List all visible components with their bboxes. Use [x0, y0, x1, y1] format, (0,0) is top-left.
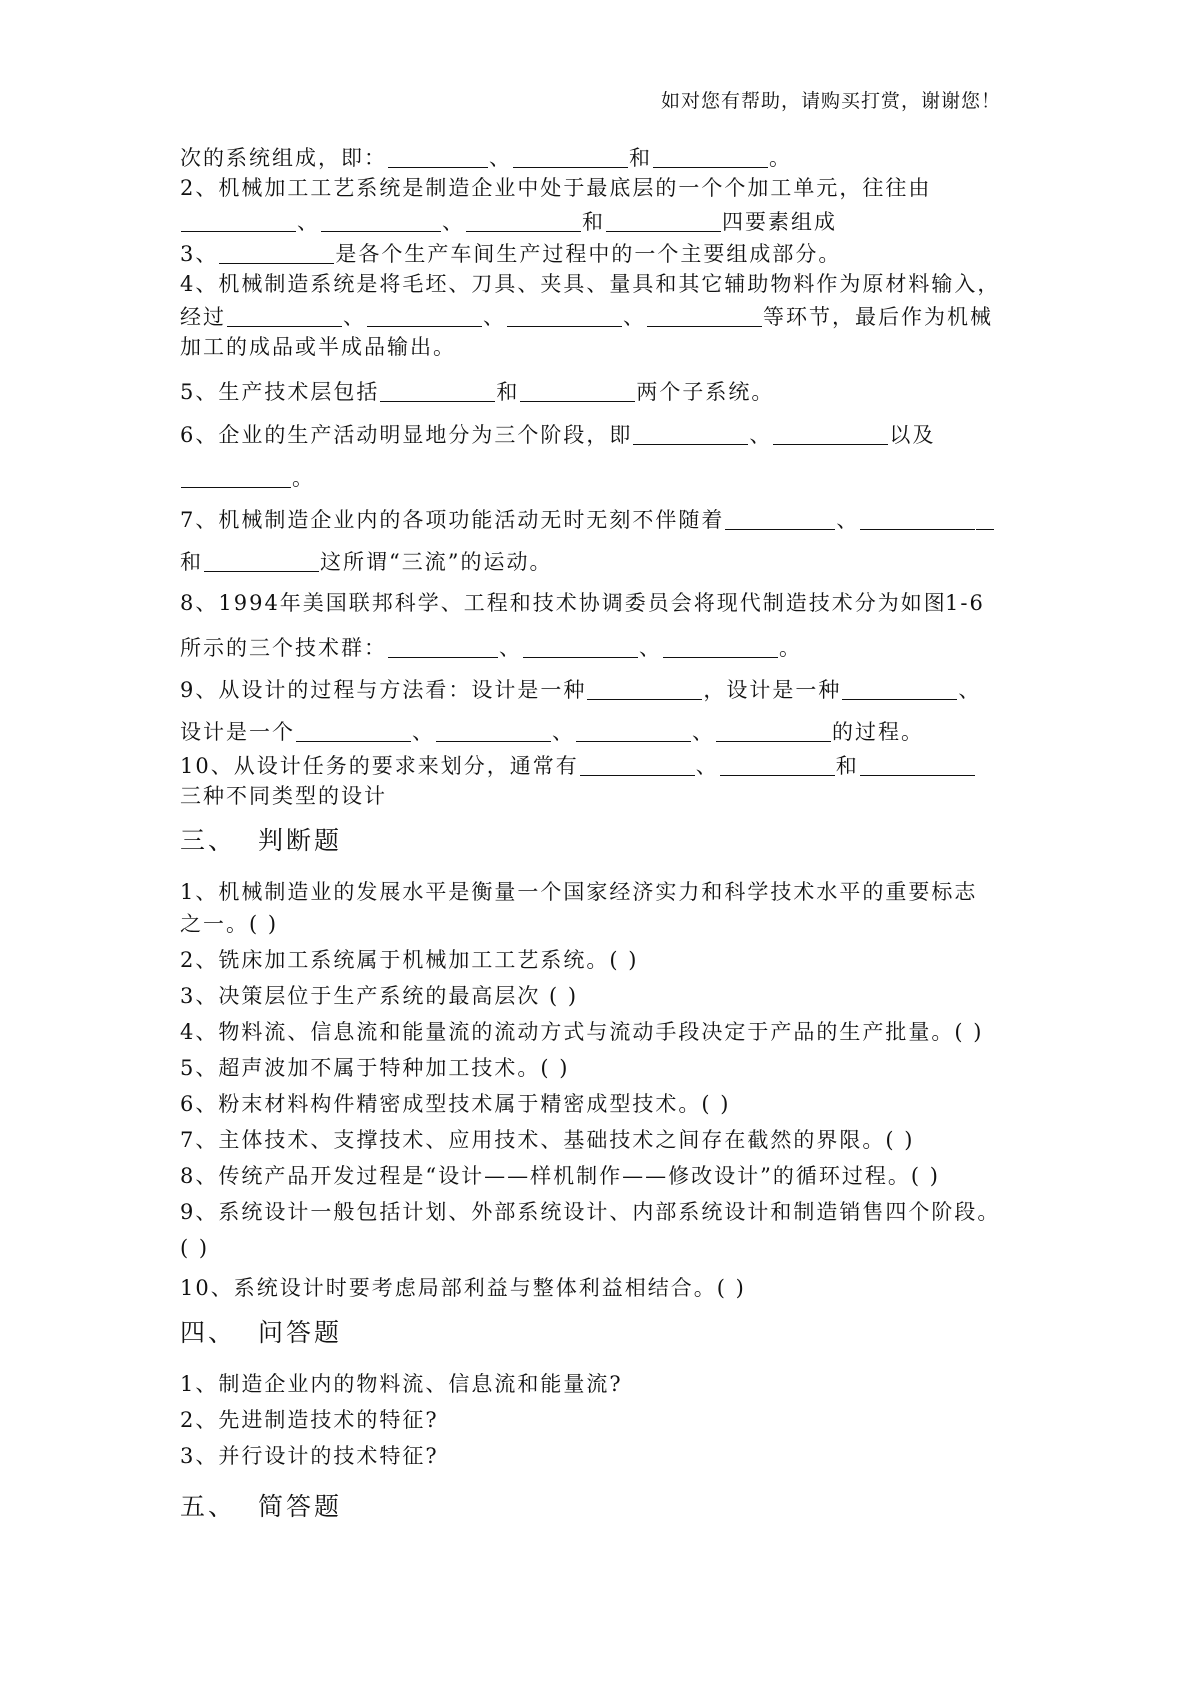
- q2-line1: 2、机械加工工艺系统是制造企业中处于最底层的一个个加工单元，往往由: [180, 176, 932, 200]
- q7-line1: [180, 508, 994, 531]
- section-name: 简答题: [258, 1492, 343, 1521]
- q4-line2: [180, 305, 993, 328]
- blank[interactable]: [523, 636, 638, 658]
- q9-pre2: 设计是一个: [180, 720, 295, 744]
- blank[interactable]: [663, 636, 778, 658]
- sep: 、: [499, 636, 522, 660]
- and: 和: [496, 380, 520, 404]
- sep: 、: [297, 210, 320, 234]
- blank[interactable]: [436, 720, 551, 742]
- end: 。: [292, 466, 315, 490]
- blank[interactable]: [227, 305, 342, 327]
- and: 和: [629, 146, 652, 170]
- blank[interactable]: [296, 720, 411, 742]
- q7-line2: [180, 550, 552, 573]
- judge-item-6: 6、粉末材料构件精密成型技术属于精密成型技术。( ): [180, 1092, 731, 1116]
- judge-item-8: 8、传统产品开发过程是“设计——样机制作——修改设计”的循环过程。( ): [180, 1164, 940, 1188]
- and: 和: [582, 210, 605, 234]
- judge-item-7: 7、主体技术、支撑技术、应用技术、基础技术之间存在截然的界限。( ): [180, 1128, 915, 1152]
- blank[interactable]: [321, 210, 441, 232]
- blank[interactable]: [466, 210, 581, 232]
- q8-line2: [180, 636, 802, 659]
- q9-tail: 的过程。: [832, 720, 924, 744]
- blank[interactable]: [606, 210, 721, 232]
- blank[interactable]: [513, 146, 628, 168]
- q9-mid: ，设计是一种: [703, 678, 842, 702]
- qa-item-2: 2、先进制造技术的特征?: [180, 1408, 439, 1432]
- judge-item-2: 2、铣床加工系统属于机械加工工艺系统。( ): [180, 948, 639, 972]
- figure-ref-overlap: 1-6: [945, 591, 985, 615]
- blank[interactable]: [380, 380, 495, 402]
- qa-item-1: 1、制造企业内的物料流、信息流和能量流?: [180, 1372, 623, 1396]
- and: 和: [835, 754, 859, 778]
- sep: 、: [639, 636, 662, 660]
- section-title-short: [180, 1494, 342, 1519]
- section-num: 四、: [180, 1318, 237, 1347]
- sep: 、: [343, 305, 366, 329]
- blank[interactable]: [842, 678, 957, 700]
- blank[interactable]: [576, 720, 691, 742]
- q1-continuation: [180, 146, 792, 169]
- qa-item-3: 3、并行设计的技术特征?: [180, 1444, 439, 1468]
- q9-pre: 9、从设计的过程与方法看：设计是一种: [180, 678, 587, 702]
- sep: 、: [749, 423, 773, 447]
- blank[interactable]: [367, 305, 482, 327]
- blank[interactable]: [716, 720, 831, 742]
- sep: 、: [489, 146, 512, 170]
- blank[interactable]: [181, 466, 291, 488]
- q6-pre: 6、企业的生产活动明显地分为三个阶段，即: [180, 423, 633, 447]
- judge-item-1b: 之一。( ): [180, 912, 279, 936]
- end: 。: [769, 146, 792, 170]
- blank[interactable]: [860, 754, 975, 776]
- blank[interactable]: [507, 305, 622, 327]
- q8-pre: 所示的三个技术群：: [180, 636, 387, 660]
- sep: 、: [483, 305, 506, 329]
- blank[interactable]: [219, 242, 334, 264]
- and: 和: [180, 550, 203, 574]
- blank[interactable]: [388, 146, 488, 168]
- q4-pre: 经过: [180, 305, 226, 329]
- q5: [180, 380, 774, 403]
- q4-line1: 4、机械制造系统是将毛坯、刀具、夹具、量具和其它辅助物料作为原材料输入，: [180, 272, 1001, 296]
- sep: 、: [552, 720, 575, 744]
- section-title-judge: [180, 828, 342, 853]
- blank[interactable]: [520, 380, 635, 402]
- blank[interactable]: [720, 754, 835, 776]
- judge-item-4: 4、物料流、信息流和能量流的流动方式与流动手段决定于产品的生产批量。( ): [180, 1020, 984, 1044]
- sep: 、: [623, 305, 646, 329]
- judge-item-10: 10、系统设计时要考虑局部利益与整体利益相结合。( ): [180, 1276, 746, 1300]
- blank[interactable]: [181, 210, 296, 232]
- q6-line2: [180, 466, 315, 489]
- q4-line3: 加工的成品或半成品输出。: [180, 335, 456, 359]
- sep: 、: [442, 210, 465, 234]
- q5-pre: 5、生产技术层包括: [180, 380, 380, 404]
- q10-line2: 三种不同类型的设计: [180, 784, 387, 808]
- section-num: 五、: [180, 1492, 237, 1521]
- q5-tail: 两个子系统。: [636, 380, 775, 404]
- blank[interactable]: [204, 550, 319, 572]
- sep: 、: [412, 720, 435, 744]
- q2-line2: [180, 210, 837, 233]
- sep: 、: [836, 508, 860, 532]
- blank[interactable]: [388, 636, 498, 658]
- sep: 、: [695, 754, 719, 778]
- q10-pre: 10、从设计任务的要求来划分，通常有: [180, 754, 579, 778]
- q1-text: 次的系统组成，即：: [180, 146, 387, 170]
- q2-tail: 四要素组成: [722, 210, 837, 234]
- q3: 3、 是各个生产车间生产过程中的一个主要组成部分。: [180, 242, 842, 266]
- q6-line1: [180, 423, 935, 446]
- q4-tail: 等环节，最后作为机械: [763, 305, 993, 329]
- q8-line1: [180, 591, 985, 615]
- judge-item-1a: 1、机械制造业的发展水平是衡量一个国家经济实力和科学技术水平的重要标志: [180, 880, 978, 904]
- judge-item-9a: 9、系统设计一般包括计划、外部系统设计、内部系统设计和制造销售四个阶段。: [180, 1200, 1001, 1224]
- q7-pre: 7、机械制造企业内的各项功能活动无时无刻不伴随着: [180, 508, 725, 532]
- q3-text: 是各个生产车间生产过程中的一个主要组成部分。: [335, 242, 842, 266]
- blank[interactable]: [725, 508, 835, 530]
- blank[interactable]: [633, 423, 748, 445]
- blank[interactable]: [773, 423, 888, 445]
- section-title-qa: [180, 1320, 342, 1345]
- blank[interactable]: [653, 146, 768, 168]
- q9-line1: [180, 678, 981, 701]
- blank[interactable]: [860, 508, 975, 530]
- judge-item-3: 3、决策层位于生产系统的最高层次 ( ): [180, 984, 579, 1008]
- blank[interactable]: [580, 754, 695, 776]
- blank[interactable]: [587, 678, 702, 700]
- section-name: 判断题: [258, 826, 343, 855]
- q7-tail: 这所谓“三流”的运动。: [320, 550, 553, 574]
- q6-tail: 以及: [889, 423, 936, 447]
- sep: 、: [692, 720, 715, 744]
- sep: 、: [958, 678, 982, 702]
- section-name: 问答题: [258, 1318, 343, 1347]
- end: 。: [779, 636, 802, 660]
- stray-underline: [976, 508, 994, 530]
- section-num: 三、: [180, 826, 237, 855]
- q10-line1: [180, 754, 976, 777]
- judge-item-9b: ( ): [180, 1236, 210, 1260]
- q8-text: 8、1994年美国联邦科学、工程和技术协调委员会将现代制造技术分为如图: [180, 591, 947, 615]
- judge-item-5: 5、超声波加不属于特种加工技术。( ): [180, 1056, 570, 1080]
- header-note: 如对您有帮助，请购买打赏，谢谢您！: [660, 90, 1001, 112]
- blank[interactable]: [647, 305, 762, 327]
- q9-line2: [180, 720, 924, 743]
